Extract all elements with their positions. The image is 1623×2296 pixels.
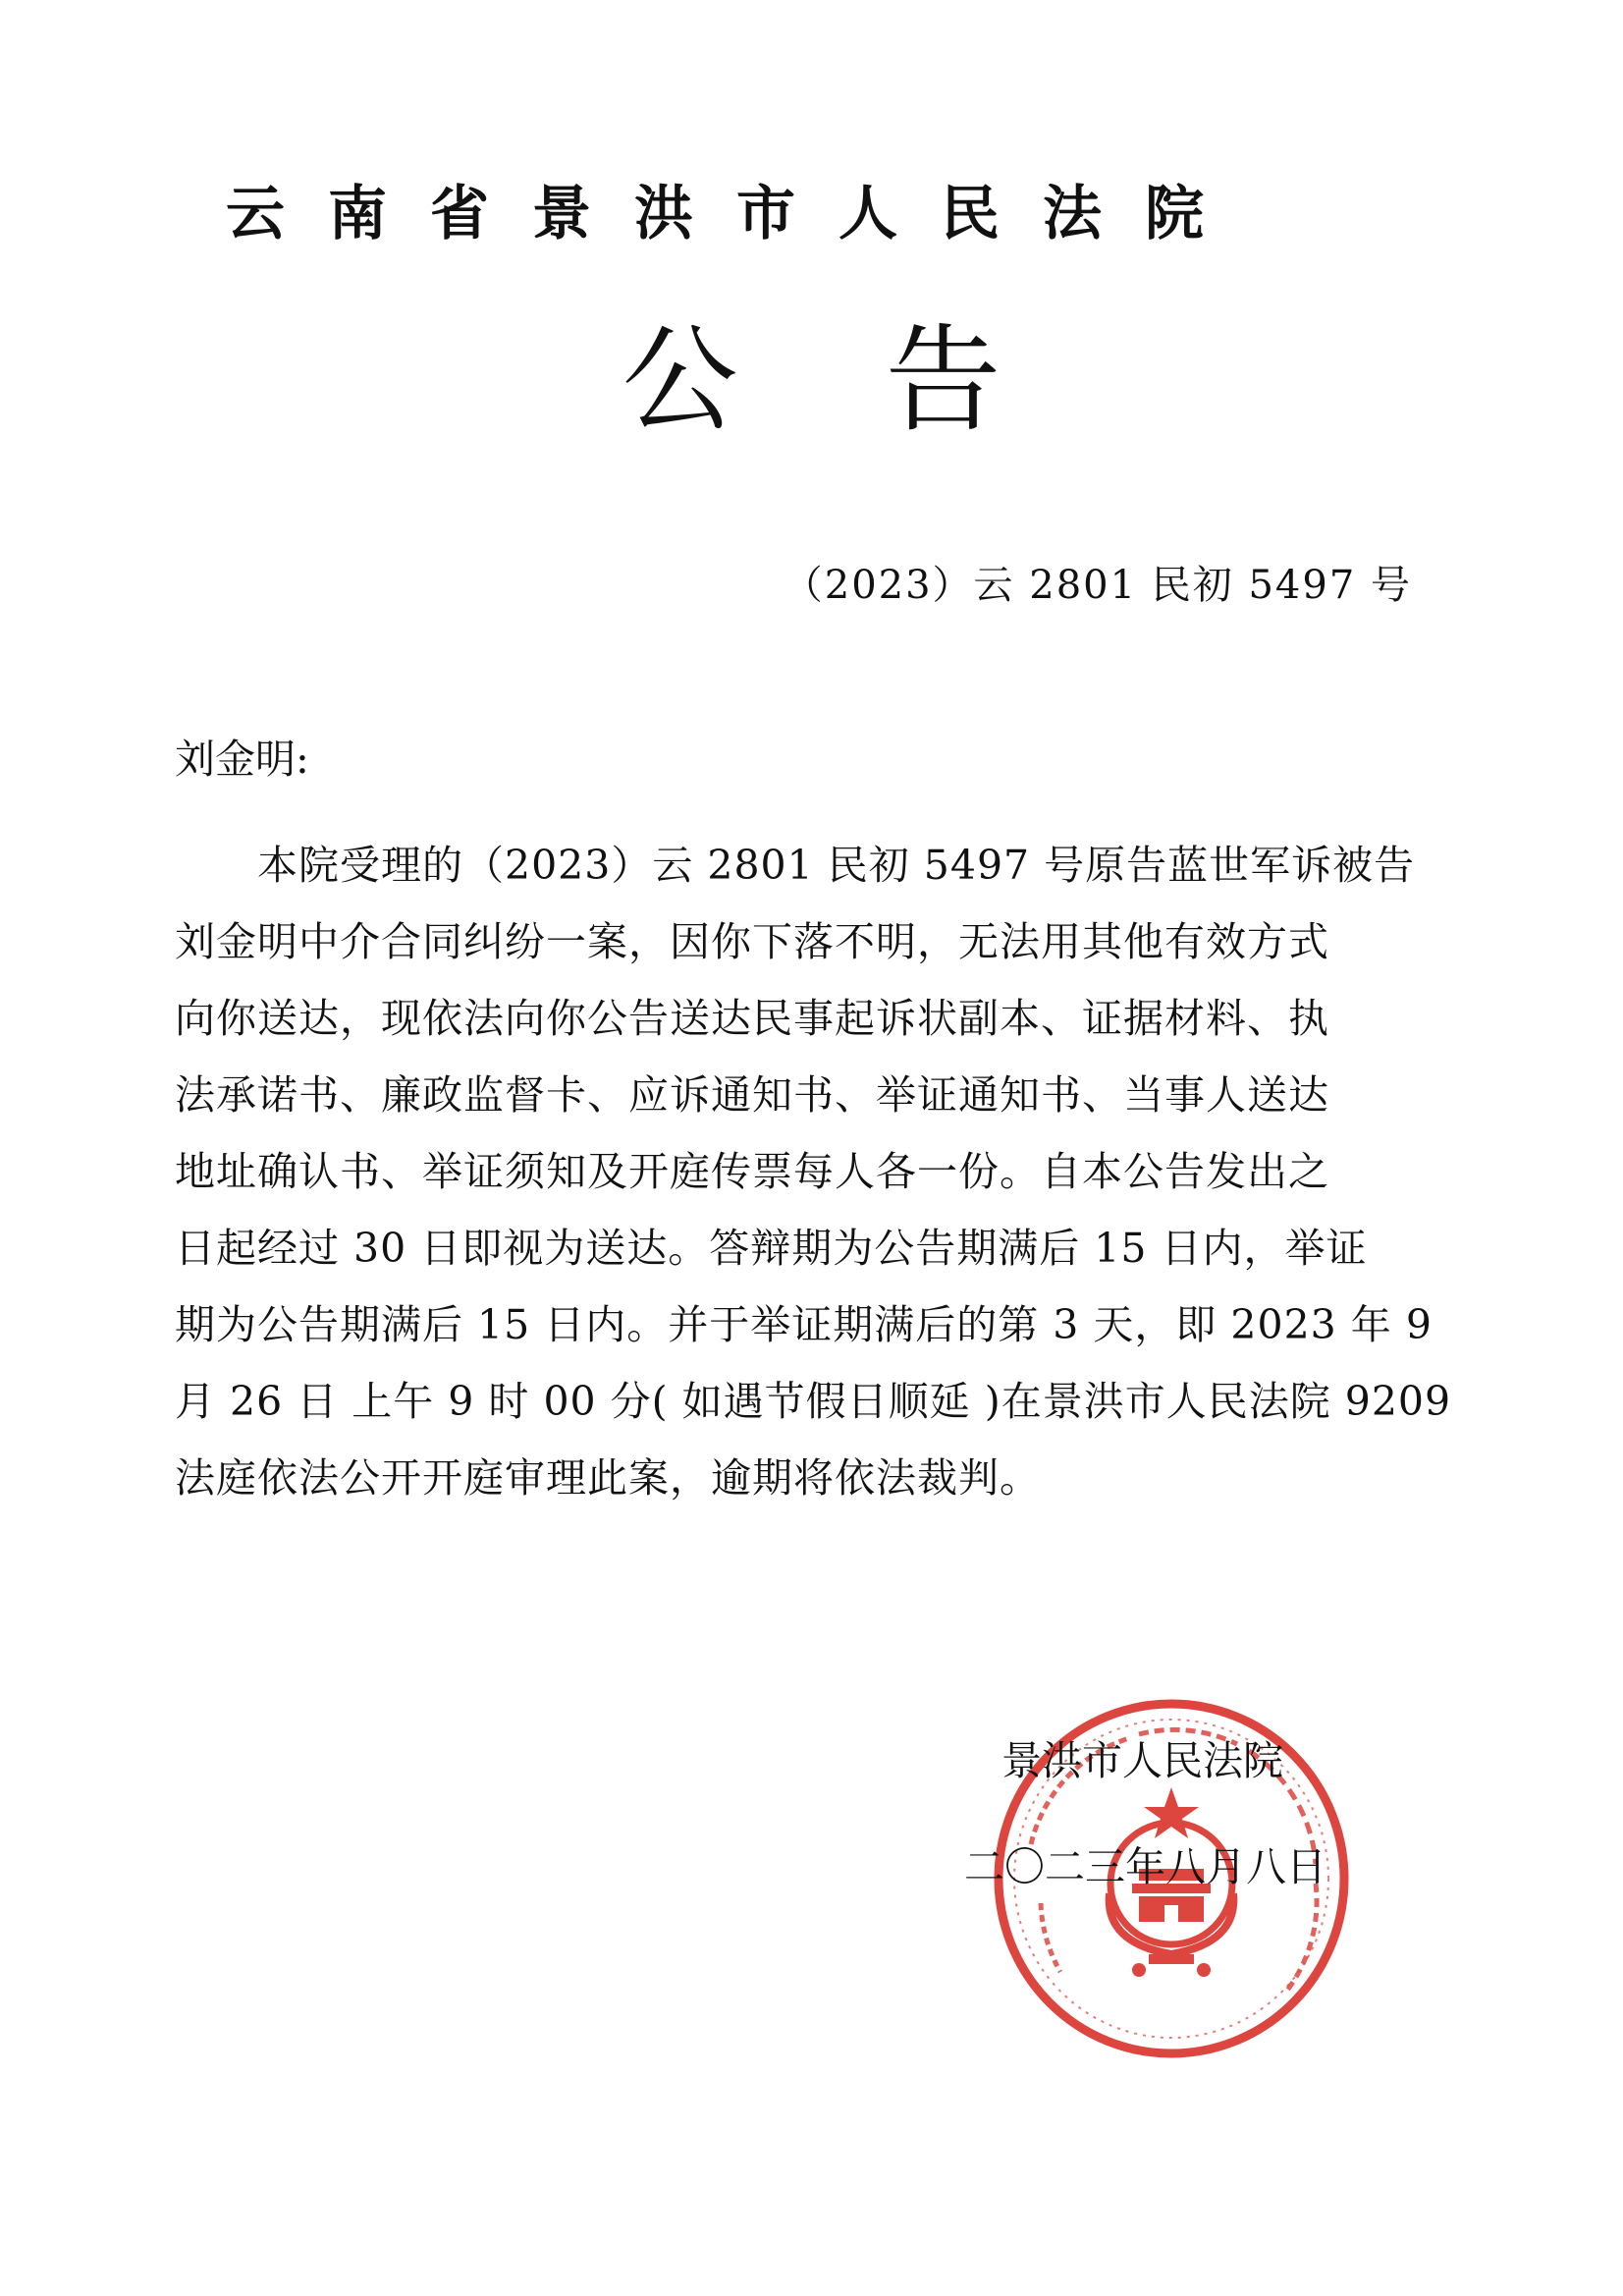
document-title: 公告	[622, 312, 1149, 448]
body-line: 刘金明中介合同纠纷一案，因你下落不明，无法用其他有效方式	[175, 918, 1329, 965]
body-line: 法承诺书、廉政监督卡、应诉通知书、举证通知书、当事人送达	[175, 1071, 1329, 1119]
signature-court: 景洪市人民法院	[1001, 1737, 1283, 1784]
body-line: 本院受理的（2023）云 2801 民初 5497 号原告蓝世军诉被告	[257, 842, 1416, 889]
body-line: 法庭依法公开开庭审理此案，逾期将依法裁判。	[175, 1454, 1041, 1502]
signature-date: 二〇二三年八月八日	[964, 1843, 1326, 1890]
body-line: 期为公告期满后 15 日内。并于举证期满后的第 3 天，即 2023 年 9	[175, 1301, 1433, 1348]
body-line: 地址确认书、举证须知及开庭传票每人各一份。自本公告发出之	[175, 1148, 1329, 1195]
court-name-heading: 云南省景洪市人民法院	[226, 180, 1247, 248]
addressee: 刘金明:	[175, 736, 309, 783]
body-line: 月 26 日 上午 9 时 00 分( 如遇节假日顺延 )在景洪市人民法院 9209	[175, 1378, 1452, 1425]
case-number: （2023）云 2801 民初 5497 号	[783, 563, 1412, 608]
body-line: 向你送达，现依法向你公告送达民事起诉状副本、证据材料、执	[175, 995, 1329, 1042]
body-line: 日起经过 30 日即视为送达。答辩期为公告期满后 15 日内，举证	[175, 1225, 1368, 1272]
